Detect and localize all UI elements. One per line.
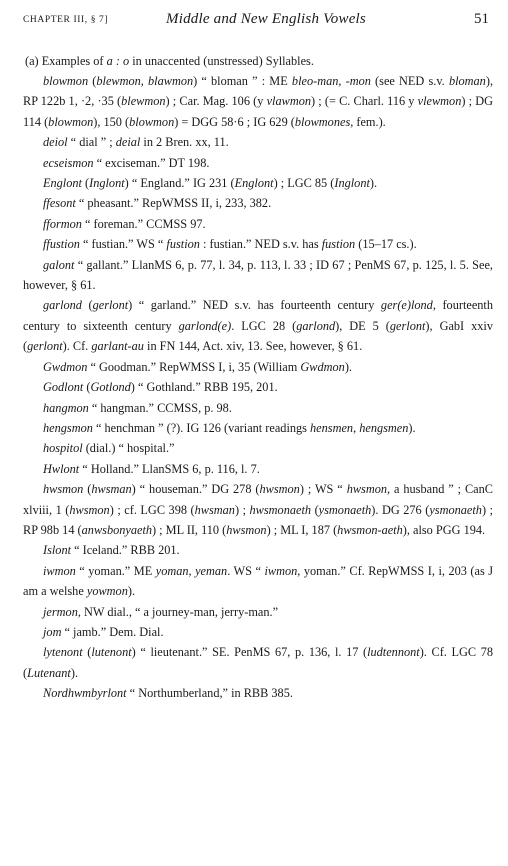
entry-text: “ dial ” ;	[67, 135, 116, 150]
section-heading-phoneme: a : o	[106, 54, 130, 68]
entry-paragraph	[23, 357, 493, 377]
entry-italic-text: hwsman	[194, 502, 235, 517]
entry-text: ) ; (= C. Charl. 116 y	[311, 94, 418, 109]
entry-italic-text: lytenont	[43, 645, 83, 660]
entry-italic-text: gerlont	[389, 318, 426, 333]
entry-text: . LGC 28 (	[231, 318, 297, 333]
entry-text: “ Holland.” LlanSMS 6, p. 116, l. 7.	[79, 461, 260, 476]
entry-italic-text: Godlont	[43, 380, 84, 395]
entry-text: ,	[353, 420, 360, 435]
document-page	[23, 10, 493, 860]
entry-italic-text: iwmon	[43, 563, 76, 578]
entry-text: ), GabI xxiv (	[23, 318, 493, 354]
entry-paragraph	[23, 622, 493, 642]
entry-italic-text: gerlont	[92, 298, 129, 313]
entry-text: “ exciseman.” DT 198.	[93, 155, 210, 170]
entry-text: “ gallant.” LlanMS 6, p. 77, l. 34, p. 113, l. 33 ; ID 67 ; PenMS 67, p. 125, l. 5. See, however, § 61.	[23, 257, 493, 293]
entry-italic-text: Englont	[234, 176, 274, 191]
entry-text: ). Cf. LGC 78 (	[23, 645, 494, 680]
entry-italic-text: garlond	[43, 298, 82, 313]
entry-paragraph	[23, 377, 493, 397]
entry-text: : fustian.” NED s.v. has	[199, 237, 322, 252]
entry-text: ), RP 122b 1, ·2, ·35 (	[23, 74, 494, 109]
entry-italic-text: blowmon	[129, 114, 175, 129]
entry-paragraph	[23, 438, 493, 458]
entry-text: , a husband ” ; CanC xlviii, 1 (	[23, 482, 493, 517]
entry-text: (see NED s.v.	[370, 74, 449, 88]
entry-italic-text: garlond(e)	[178, 318, 232, 333]
entry-paragraph	[23, 295, 493, 356]
entry-text: ) “ houseman.” DG 278 (	[131, 482, 260, 497]
entry-italic-text: gerlont	[27, 339, 63, 354]
entry-italic-text: Gotlond	[90, 380, 131, 395]
entry-text: ) “ Gothland.” RBB 195, 201.	[130, 380, 278, 395]
entry-italic-text: Englont	[43, 176, 82, 191]
entry-text: “ pheasant.” RepWMSS II, i, 233, 382.	[75, 196, 272, 211]
entry-italic-text: hwsmon	[43, 482, 84, 497]
entry-paragraph	[23, 173, 493, 193]
entry-italic-text: anwsbonyaeth	[81, 522, 153, 537]
entry-paragraph	[23, 132, 493, 152]
entry-italic-text: blowmones	[294, 114, 351, 129]
entry-text: ) “ lieutenant.” SE. PenMS 67, p. 136, l. 17 (	[131, 645, 368, 660]
page-number: 51	[474, 11, 489, 27]
entry-italic-text: Hwlont	[43, 461, 80, 476]
entry-paragraph	[23, 459, 493, 479]
entry-italic-text: hwsman	[91, 482, 132, 497]
entry-text: ). Cf.	[62, 339, 92, 354]
entry-paragraph	[23, 602, 493, 622]
entry-italic-text: vlawmon	[266, 94, 311, 109]
entry-text: (dial.) “ hospital.”	[82, 441, 175, 456]
entry-text: ) “ bloman ” : ME	[193, 74, 292, 88]
entry-text: ) = DGG 58·6 ; IG 629 (	[174, 114, 295, 129]
entry-italic-text: fustion	[166, 237, 200, 252]
entry-text: ).	[408, 420, 416, 435]
entry-text: ) ; Car. Mag. 106 (y	[165, 94, 267, 109]
entry-text: ), also PGG 194.	[402, 522, 486, 537]
entry-paragraph	[23, 418, 493, 438]
entry-italic-text: bloman	[448, 74, 486, 88]
entries-list	[23, 71, 493, 704]
entry-text: , fourteenth century to sixteenth century	[23, 298, 493, 333]
entry-text: (	[83, 482, 92, 497]
entry-italic-text: ger(e)lond	[380, 298, 433, 313]
entry-text: “ Northumberland,” in RBB 385.	[126, 686, 293, 701]
entry-paragraph	[23, 214, 493, 234]
entry-text: ) ; ML II, 110 (	[152, 522, 227, 537]
entry-text: (	[88, 74, 97, 88]
entry-italic-text: hwsmon-aeth	[337, 522, 403, 537]
entry-paragraph	[23, 71, 493, 132]
entry-paragraph	[23, 561, 493, 602]
entry-text: (	[82, 645, 92, 660]
entry-italic-text: ffesont	[43, 196, 76, 211]
entry-italic-text: ysmonaeth	[429, 502, 482, 517]
entry-italic-text: Lutenant	[27, 665, 71, 680]
entry-text: ) ; ML I, 187 (	[266, 522, 338, 537]
entry-italic-text: garlond	[296, 318, 336, 333]
entry-paragraph	[23, 642, 493, 683]
entry-italic-text: hensmen	[310, 420, 354, 435]
entry-italic-text: blewmon, blawmon	[96, 74, 194, 88]
entry-italic-text: vlewmon	[417, 94, 462, 109]
entry-italic-text: ecseismon	[43, 155, 94, 170]
entry-italic-text: hospitol	[43, 441, 83, 456]
entry-paragraph	[23, 398, 493, 418]
entry-paragraph	[23, 683, 493, 703]
entry-italic-text: fformon	[43, 216, 82, 231]
entry-text: (15–17 cs.).	[355, 237, 417, 252]
entry-italic-text: deiol	[43, 135, 68, 150]
entry-paragraph	[23, 255, 493, 296]
entry-italic-text: Nordhwmbyrlont	[43, 686, 127, 701]
entry-paragraph	[23, 540, 493, 560]
entry-italic-text: galont	[43, 257, 75, 272]
entry-text: ) ; WS “	[299, 482, 347, 497]
entry-italic-text: Inglont	[89, 176, 125, 191]
entry-text: , NW dial., “ a journey-man, jerry-man.”	[77, 604, 279, 619]
entry-italic-text: Gwdmon	[43, 359, 88, 374]
entry-italic-text: bleo-man, -mon	[291, 74, 371, 88]
entry-italic-text: blowmon	[43, 74, 89, 88]
entry-italic-text: ysmonaeth	[318, 502, 372, 517]
entry-text: (	[83, 380, 91, 395]
entry-text: , yoman.” Cf. RepWMSS I, i, 203 (as J am a welshe	[23, 563, 494, 599]
entry-text: (	[311, 502, 319, 517]
entry-italic-text: hwsmon	[346, 482, 388, 497]
entry-text: ) ; RP 98b 14 (	[23, 502, 493, 537]
entry-text: ).	[369, 176, 378, 191]
entry-text: “ Goodman.” RepWMSS I, i, 35 (William	[87, 359, 301, 374]
entry-text: “ yoman.” ME	[75, 563, 156, 578]
entry-italic-text: hengsmon	[43, 420, 93, 435]
entry-italic-text: hangmon	[43, 400, 89, 415]
entry-text: “ Iceland.” RBB 201.	[71, 543, 180, 558]
entry-paragraph	[23, 153, 493, 173]
entry-text: ).	[70, 665, 79, 680]
entry-italic-text: Islont	[43, 543, 72, 558]
entry-italic-text: Inglont	[334, 176, 370, 191]
entry-text: ).	[344, 359, 352, 374]
entry-text: ) ;	[234, 502, 250, 517]
entry-text: ), 150 (	[93, 114, 130, 129]
entry-italic-text: Gwdmon	[300, 359, 345, 374]
entry-italic-text: hwsmon	[69, 502, 110, 517]
entry-italic-text: blewmon	[121, 94, 166, 109]
entry-italic-text: iwmon	[264, 563, 298, 578]
entry-italic-text: hengsmen	[359, 420, 409, 435]
entry-italic-text: hwsmonaeth	[249, 502, 312, 517]
entry-text: in 2 Bren. xx, 11.	[140, 135, 229, 150]
entry-italic-text: lutenont	[91, 645, 132, 660]
section-heading	[23, 51, 493, 71]
entry-paragraph	[23, 479, 493, 540]
running-title: Middle and New English Vowels	[166, 11, 366, 27]
entry-text: . WS “	[227, 563, 265, 578]
entry-italic-text: ludtennont	[367, 645, 420, 660]
entry-text: ) “ England.” IG 231 (	[124, 176, 235, 191]
entry-italic-text: garlant-au	[91, 339, 144, 354]
entry-text: ). DG 276 (	[371, 502, 430, 517]
entry-italic-text: yoman, yeman	[155, 563, 228, 578]
entry-text: ) ; cf. LGC 398 (	[109, 502, 195, 517]
entry-text: (	[81, 176, 90, 191]
entry-paragraph	[23, 234, 493, 254]
entry-italic-text: fustion	[321, 237, 356, 252]
entry-text: in FN 144, Act. xiv, 13. See, however, § 61.	[143, 339, 363, 354]
entry-text: “ hangman.” CCMSS, p. 98.	[88, 400, 232, 415]
entry-italic-text: ffustion	[43, 237, 80, 252]
entry-text: ) “ garland.” NED s.v. has fourteenth century	[128, 298, 381, 313]
entry-text: “ fustian.” WS “	[79, 237, 167, 252]
section-heading-prefix: (a) Examples of	[25, 54, 107, 68]
section-heading-suffix: in unaccented (unstressed) Syllables.	[129, 54, 314, 68]
entry-text: ) ; LGC 85 (	[273, 176, 335, 191]
entry-italic-text: hwsmon	[226, 522, 267, 537]
entry-text: “ foreman.” CCMSS 97.	[81, 216, 206, 231]
entry-text: (	[81, 298, 93, 313]
entry-text: “ jamb.” Dem. Dial.	[61, 624, 164, 639]
entry-text: ) ; DG 114 (	[23, 94, 493, 129]
entry-paragraph	[23, 193, 493, 213]
entry-italic-text: yowmon	[86, 584, 128, 599]
entry-text: , fem.).	[350, 114, 386, 129]
entry-text: ), DE 5 (	[335, 318, 390, 333]
entry-italic-text: jermon	[43, 604, 78, 619]
entry-text: ).	[127, 584, 136, 599]
entry-italic-text: blowmon	[48, 114, 94, 129]
entry-italic-text: deial	[115, 135, 141, 150]
chapter-reference: CHAPTER III, § 7]	[23, 15, 109, 25]
running-head	[23, 10, 493, 32]
entry-text: “ henchman ” (?). IG 126 (variant readings	[92, 420, 311, 435]
entry-italic-text: jom	[43, 624, 62, 639]
entry-italic-text: hwsmon	[259, 482, 300, 497]
